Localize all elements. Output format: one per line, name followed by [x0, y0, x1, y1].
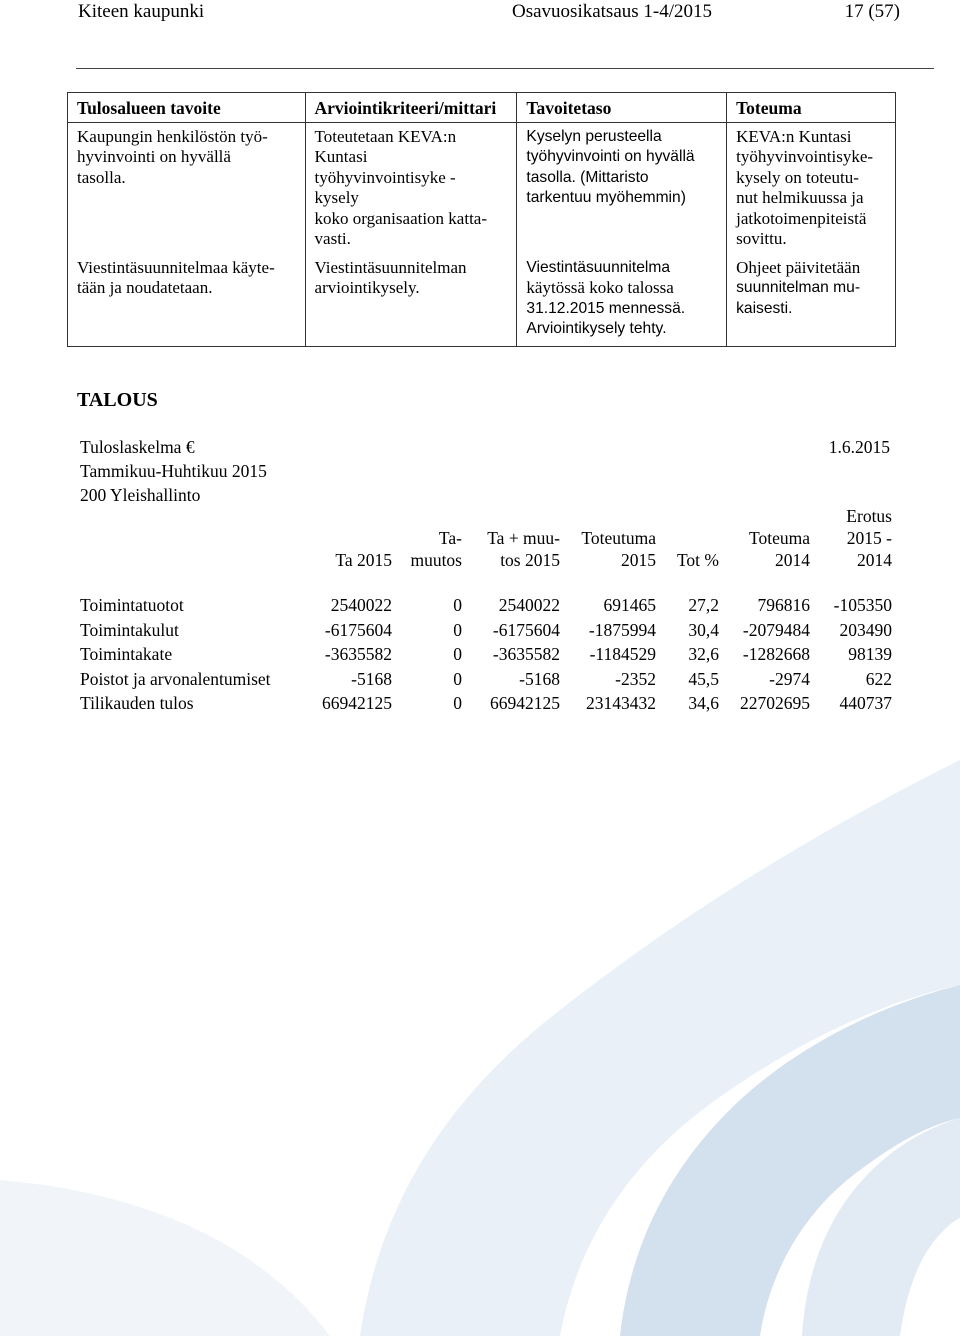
text-line: tään ja noudatetaan. — [77, 278, 213, 297]
value-cell: -5168 — [519, 668, 560, 689]
header-line: 2014 — [857, 550, 892, 570]
value-cell: -2352 — [615, 668, 656, 689]
text-line: Kyselyn perusteella — [526, 127, 662, 145]
column-header-ta-2015 — [301, 505, 396, 581]
header-line: 2014 — [775, 550, 810, 570]
value-cell: -6175604 — [324, 619, 392, 640]
text-line: nut helmikuussa ja — [736, 188, 864, 207]
text-line: 31.12.2015 mennessä. — [526, 299, 686, 317]
header-line: Toteutuma — [581, 528, 656, 548]
table-row — [76, 642, 896, 667]
value-cell: 98139 — [848, 644, 892, 665]
header-line: 2015 — [621, 550, 656, 570]
goals-header-toteuma: Toteuma — [727, 93, 896, 123]
goals-table — [67, 92, 896, 347]
value-cell: 0 — [453, 595, 462, 616]
goals-header-mittari: Arviointikriteeri/mittari — [305, 93, 517, 123]
value-cell: 0 — [453, 619, 462, 640]
value-cell: -1184529 — [589, 644, 656, 665]
row-label: Toimintakulut — [80, 619, 179, 640]
table-row — [76, 691, 896, 716]
text-line: vasti. — [314, 229, 351, 248]
page-header — [0, 0, 960, 28]
text-line: Ohjeet päivitetään — [736, 257, 861, 277]
value-cell: -2974 — [769, 668, 810, 689]
value-cell: 27,2 — [688, 595, 719, 616]
table-row — [76, 667, 896, 692]
column-header-tot-percent — [660, 505, 723, 581]
text-line: arviointikysely. — [314, 278, 420, 297]
value-cell: 203490 — [839, 619, 892, 640]
value-cell: 66942125 — [322, 693, 392, 714]
text-line: tasolla. (Mittaristo — [526, 168, 649, 186]
goal-cell — [68, 122, 306, 252]
value-cell: 32,6 — [688, 644, 719, 665]
column-header-toteuma-2014 — [723, 505, 814, 581]
text-line: kaisesti. — [736, 299, 793, 317]
income-table-header-row — [76, 505, 896, 581]
goals-header-tavoitetaso: Tavoitetaso — [517, 93, 727, 123]
value-cell: 30,4 — [688, 619, 719, 640]
section-title: TALOUS — [77, 389, 158, 411]
goals-header-tavoite: Tulosalueen tavoite — [68, 93, 306, 123]
text-line: kysely — [314, 188, 359, 207]
text-line: kysely on toteutu- — [736, 167, 859, 187]
value-cell: 622 — [865, 668, 892, 689]
text-line: Toteutetaan KEVA:n — [314, 126, 457, 146]
value-cell: -3635582 — [324, 644, 392, 665]
goal-cell — [68, 252, 306, 347]
text-line: Viestintäsuunnitelman — [314, 257, 467, 277]
value-cell: -3635582 — [492, 644, 560, 665]
column-header-ta-plus-muutos — [466, 505, 564, 581]
header-line: Ta 2015 — [335, 550, 392, 570]
text-line: sovittu. — [736, 229, 787, 248]
column-header-erotus — [814, 505, 896, 581]
header-line: Toteuma — [749, 528, 810, 548]
value-cell: -5168 — [351, 668, 392, 689]
value-cell: 22702695 — [740, 693, 810, 714]
text-line: työhyvinvointisyke- — [736, 147, 874, 166]
header-line: Erotus — [846, 506, 892, 526]
text-line: koko organisaation katta- — [314, 208, 488, 228]
table-row — [76, 618, 896, 643]
header-line: Ta + muu- — [487, 528, 560, 548]
row-label: Toimintatuotot — [80, 595, 184, 616]
target-level-cell — [517, 252, 727, 347]
value-cell: -6175604 — [492, 619, 560, 640]
text-line: KEVA:n Kuntasi — [736, 126, 852, 146]
target-level-cell — [517, 122, 727, 252]
value-cell: -1282668 — [742, 644, 810, 665]
outcome-cell — [727, 122, 896, 252]
value-cell: 0 — [453, 693, 462, 714]
goals-table-row — [68, 122, 896, 252]
value-cell: 45,5 — [688, 668, 719, 689]
column-header-label — [76, 505, 301, 581]
value-cell: 691465 — [603, 595, 656, 616]
text-line: tasolla. — [77, 167, 126, 187]
income-statement-period: Tammikuu-Huhtikuu 2015 — [80, 461, 267, 481]
row-label: Poistot ja arvonalentumiset — [80, 668, 271, 689]
value-cell: 796816 — [757, 595, 810, 616]
value-cell: 0 — [453, 668, 462, 689]
text-line: Kaupungin henkilöstön työ- — [77, 126, 268, 146]
goals-table-header-row — [68, 93, 896, 123]
goals-table-row — [68, 252, 896, 347]
value-cell: 23143432 — [586, 693, 656, 714]
row-label: Toimintakate — [80, 644, 173, 665]
value-cell: 0 — [453, 644, 462, 665]
header-line: tos 2015 — [500, 550, 560, 570]
column-header-toteutuma-2015 — [564, 505, 660, 581]
column-header-ta-muutos — [396, 505, 466, 581]
table-row — [76, 581, 896, 618]
text-line: Kuntasi — [314, 147, 368, 166]
header-line: Tot % — [676, 550, 719, 570]
header-line: muutos — [410, 550, 462, 570]
criteria-cell — [305, 252, 517, 347]
text-line: suunnitelman mu- — [736, 279, 861, 296]
header-line: Ta- — [438, 528, 462, 548]
header-organization: Kiteen kaupunki — [78, 1, 205, 22]
text-line: tarkentuu myöhemmin) — [526, 189, 686, 206]
header-page-number: 17 (57) — [844, 1, 900, 22]
text-line: Viestintäsuunnitelma — [526, 258, 671, 276]
income-statement-unit: 200 Yleishallinto — [80, 485, 201, 505]
text-line: työhyvinvointisyke - — [314, 167, 456, 187]
header-divider — [76, 68, 934, 69]
header-line: 2015 - — [846, 528, 892, 548]
text-line: Arviointikysely tehty. — [526, 320, 667, 337]
value-cell: -1875994 — [588, 619, 656, 640]
income-statement-date: 1.6.2015 — [828, 437, 890, 457]
text-line: Viestintäsuunnitelmaa käyte- — [77, 257, 275, 277]
text-line: hyvinvointi on hyvällä — [77, 147, 231, 166]
header-report-title: Osavuosikatsaus 1-4/2015 — [512, 1, 713, 22]
text-line: käytössä koko talossa — [526, 278, 674, 297]
value-cell: 2540022 — [498, 595, 560, 616]
value-cell: -2079484 — [742, 619, 810, 640]
criteria-cell — [305, 122, 517, 252]
value-cell: 66942125 — [490, 693, 560, 714]
text-line: työhyvinvointi on hyvällä — [526, 148, 695, 165]
value-cell: 440737 — [839, 693, 892, 714]
value-cell: 34,6 — [688, 693, 719, 714]
value-cell: 2540022 — [330, 595, 392, 616]
text-line: jatkotoimenpiteistä — [736, 208, 867, 228]
row-label: Tilikauden tulos — [80, 693, 194, 714]
income-statement-title: Tuloslaskelma € — [80, 437, 195, 457]
income-statement-table — [76, 505, 896, 716]
value-cell: -105350 — [833, 595, 892, 616]
outcome-cell — [727, 252, 896, 347]
